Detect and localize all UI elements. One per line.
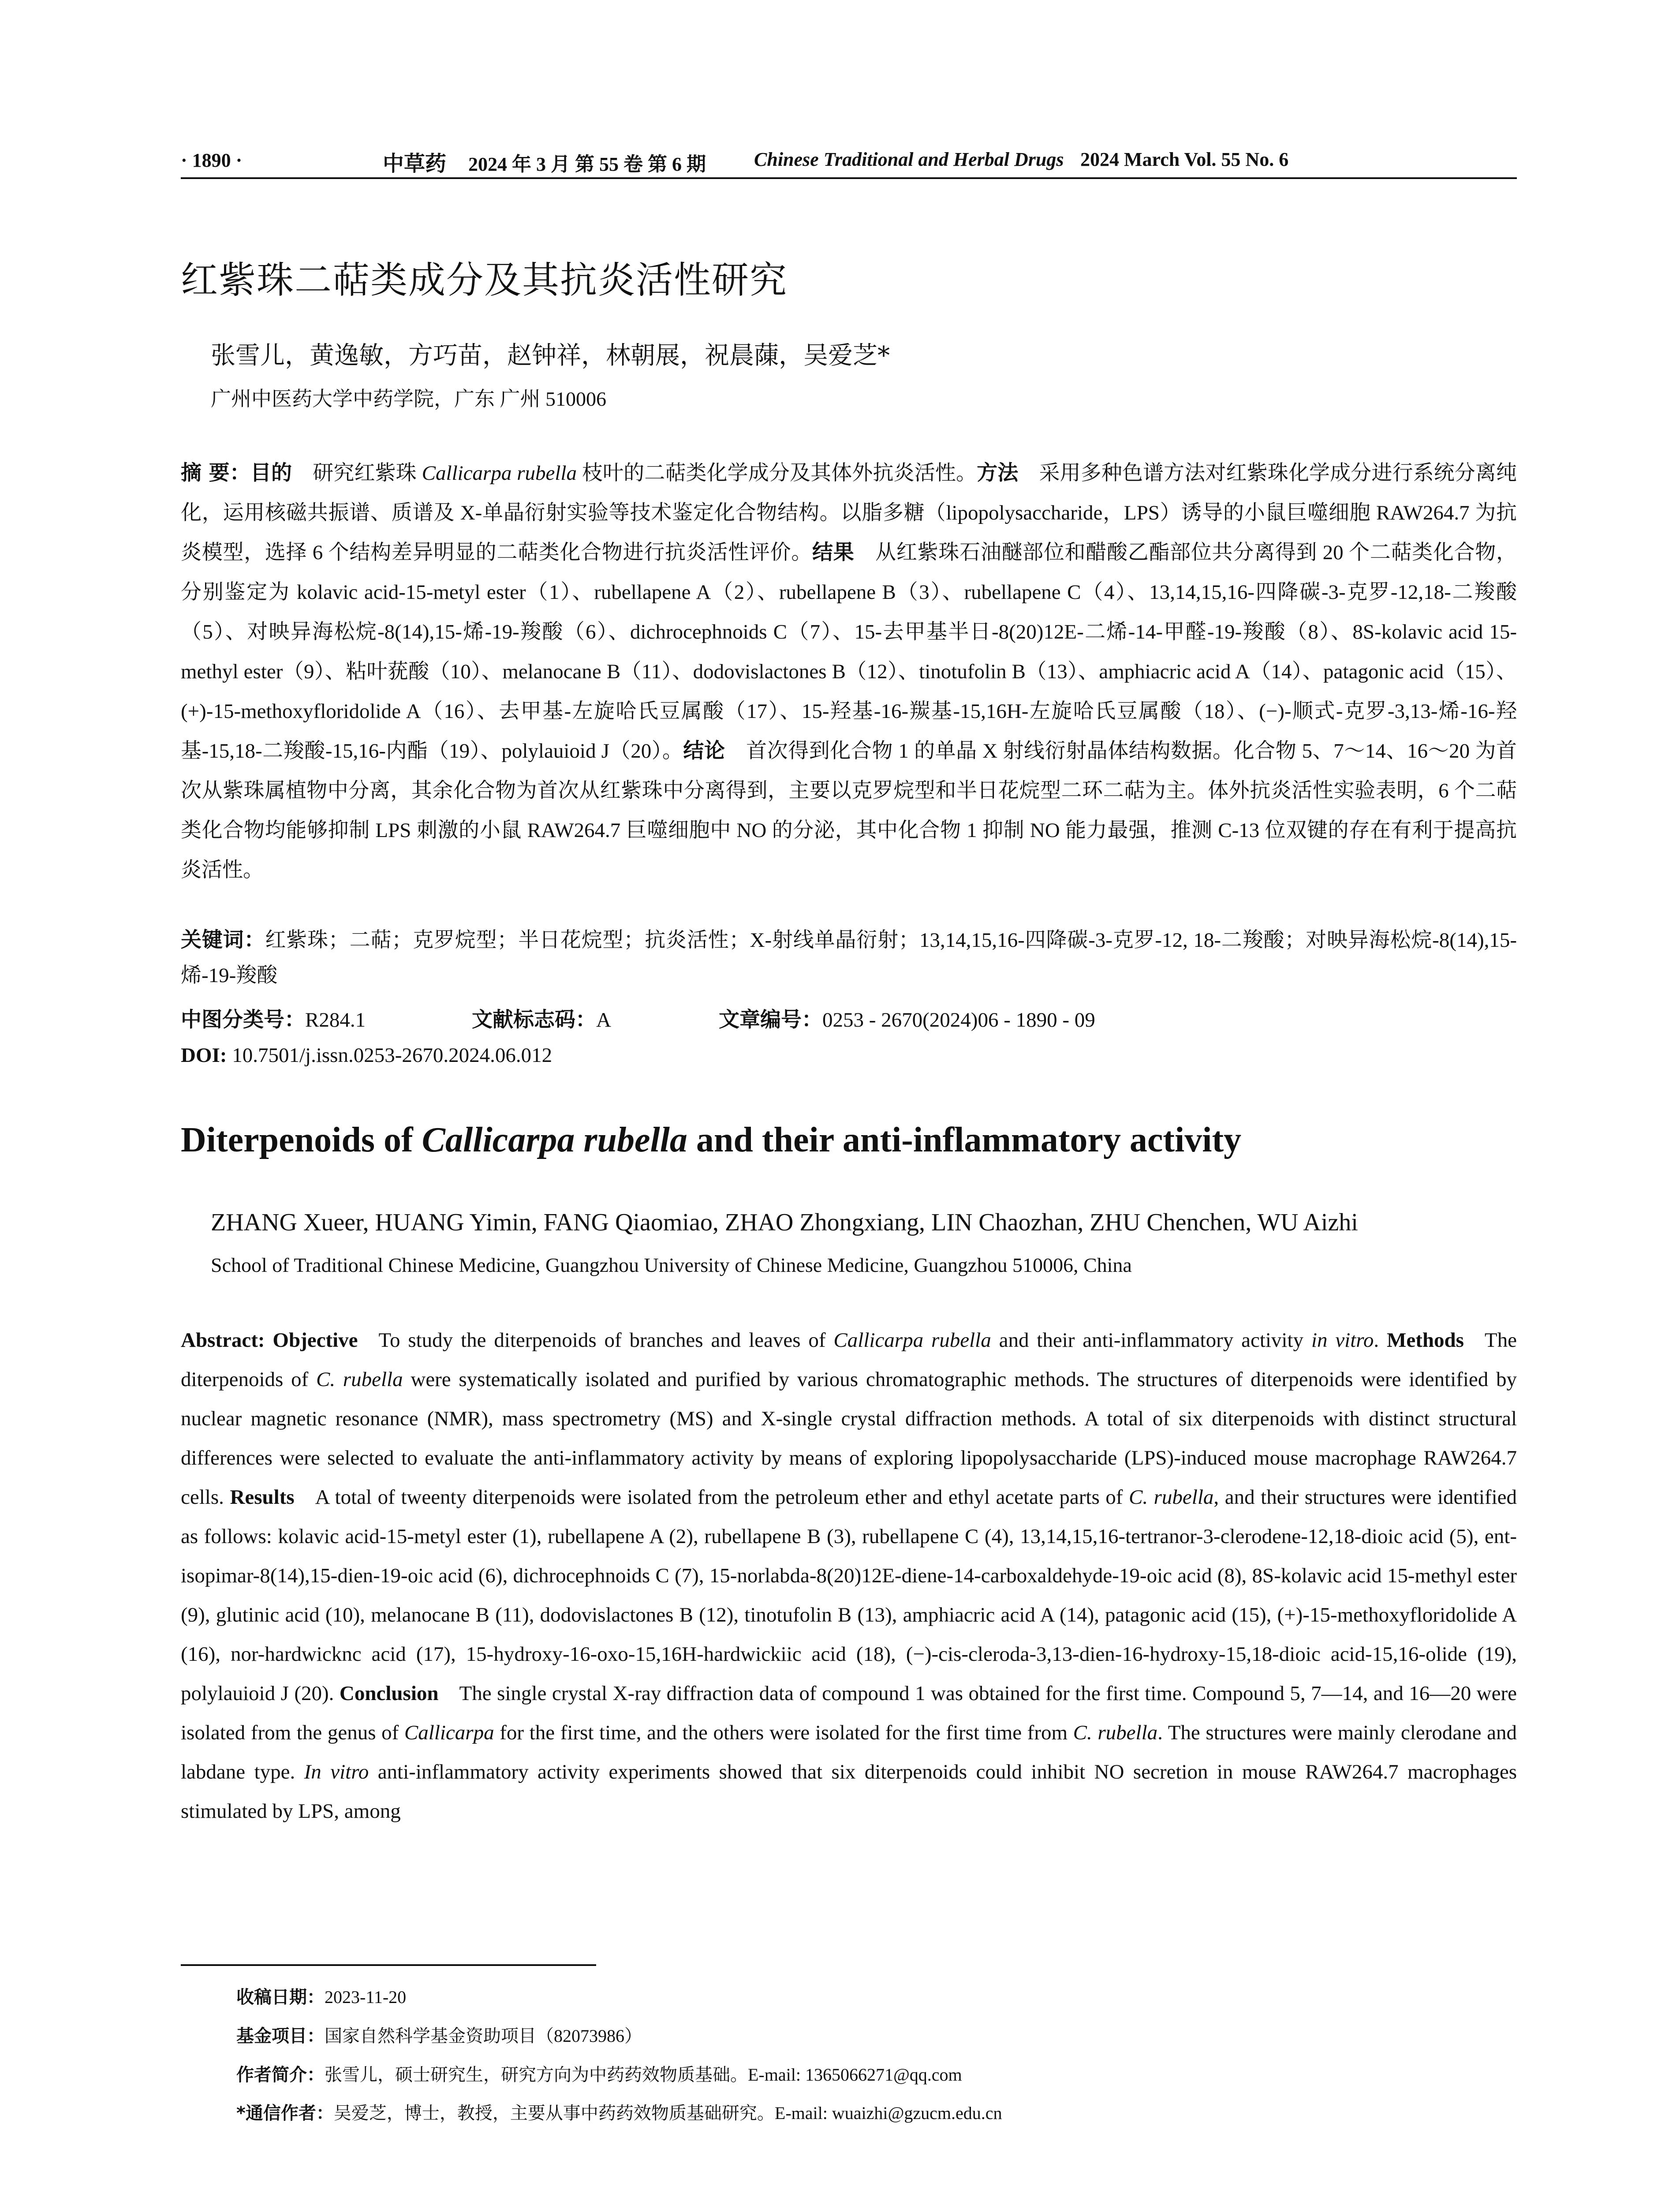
- doi-label: DOI:: [181, 1044, 227, 1067]
- results-label-cn: 结果: [812, 540, 855, 564]
- document-code: [472, 1003, 611, 1033]
- corresponding-value: 吴爱芝，博士，教授，主要从事中药药效物质基础研究。E-mail: wuaizhi@gzucm.edu.cn: [333, 2103, 1002, 2123]
- conclusion-label-cn: 结论: [683, 739, 725, 763]
- keywords-cn: [181, 923, 1517, 993]
- title-en-species: Callicarpa rubella: [422, 1121, 687, 1159]
- footnote-author-bio: [236, 2061, 962, 2086]
- abstract-cn: [181, 453, 1517, 890]
- abstract-objective-label-en: Abstract: Objective: [181, 1329, 358, 1352]
- methods-label-en: Methods: [1386, 1329, 1464, 1352]
- footnote-corresponding: [236, 2099, 1002, 2124]
- objective-label-cn: 目的: [250, 461, 292, 485]
- doi-value: 10.7501/j.issn.0253-2670.2024.06.012: [232, 1044, 553, 1067]
- journal-name-cn: 中草药: [383, 151, 447, 176]
- results-text-cn: 从红紫珠石油醚部位和醋酸乙酯部位共分离得到 20 个二萜类化合物，分别鉴定为 kolavic acid-15-metyl ester（1）、rubellapene A（2）、rubellapene B（3）、rubellapene C（4）、13,14,15,16-四降碳-3-克罗-12,18-二羧酸（5）、对映异海松烷-8(14),15-烯-19-羧酸（6）、dichrocephnoids C（7）、15-去甲基半日-8(20)12E-二烯-14-甲醛-19-羧酸（8）、8S-kolavic acid 15-methyl ester（9）、粘叶莸酸（10）、melanocane B（11）、dodovislactones B（12）、tinotufolin B（13）、amphiacric acid A（14）、patagonic acid（15）、(+)-15-methoxyfloridolide A（16）、去甲基-左旋哈氏豆属酸（17）、15-羟基-16-羰基-15,16H-左旋哈氏豆属酸（18）、(−)-顺式-克罗-3,13-烯-16-羟基-15,18-二羧酸-15,16-内酯（19）、polylauioid J（20）。: [181, 541, 1517, 762]
- conclusion-text-cn: 首次得到化合物 1 的单晶 X 射线衍射晶体结构数据。化合物 5、7～14、16～20 为首次从紫珠属植物中分离，其余化合物为首次从红紫珠中分离得到，主要以克罗烷型和半日花烷型二环二萜为主。体外抗炎活性实验表明，6 个二萜类化合物均能够抑制 LPS 刺激的小鼠 RAW264.7 巨噬细胞中 NO 的分泌，其中化合物 1 抑制 NO 能力最强，推测 C-13 位双键的存在有利于提高抗炎活性。: [181, 740, 1517, 882]
- in-vitro-term: in vitro: [1311, 1329, 1374, 1352]
- footnote-received: [236, 1983, 406, 2008]
- received-label: 收稿日期：: [236, 1987, 325, 2007]
- footnote-fund: [236, 2022, 642, 2047]
- authors-cn: 张雪儿，黄逸敏，方巧苗，赵钟祥，林朝展，祝晨蔯，吴爱芝*: [211, 341, 890, 370]
- clc-value: R284.1: [305, 1009, 366, 1031]
- article-number-label: 文章编号：: [719, 1008, 822, 1032]
- methods-label-cn: 方法: [977, 461, 1019, 485]
- conclusion-text-en-end: anti-inflammatory activity experiments showed that six diterpenoids could inhibit NO secretion in mouse RAW264.7 macrophages stimulated by LPS, among: [181, 1760, 1517, 1823]
- article-title-cn: 红紫珠二萜类成分及其抗炎活性研究: [181, 258, 788, 302]
- species-abbrev: C. rubella: [316, 1368, 403, 1391]
- objective-text-cn: 研究红紫珠: [313, 462, 422, 485]
- in-vitro-term-cap: In vitro: [304, 1760, 369, 1783]
- species-name-en: Callicarpa rubella: [833, 1329, 991, 1352]
- bio-label: 作者简介：: [236, 2065, 325, 2085]
- methods-text-cn: 采用多种色谱方法对红紫珠化学成分进行系统分离纯化，运用核磁共振谱、质谱及 X-单晶衍射实验等技术鉴定化合物结构。以脂多糖（lipopolysaccharide，LPS）诱导的小鼠巨噬细胞 RAW264.7 为抗炎模型，选择 6 个结构差异明显的二萜类化合物进行抗炎活性评价。: [181, 462, 1517, 564]
- article-number: [719, 1003, 1095, 1033]
- results-text-en-list: , and their structures were identified as follows: kolavic acid-15-metyl ester (1), rubellapene A (2), rubellapene B (3), rubellapene C (4), 13,14,15,16-tertranor-3-clerodene-12,18-dioic acid (5), ent-isopimar-8(14),15-dien-19-oic acid (6), dichrocephnoids C (7), 15-norlabda-8(20)12E-diene-14-carboxaldehyde-19-oic acid (8), 8S-kolavic acid 15-methyl ester (9), glutinic acid (10), melanocane B (11), dodovislactones B (12), tinotufolin B (13), amphiacric acid A (14), patagonic acid (15), (+)-15-methoxyfloridolide A (16), nor-hardwicknc acid (17), 15-hydroxy-16-oxo-15,16H-hardwickiic acid (18), (−)-cis-cleroda-3,13-dien-16-hydroxy-15,18-dioic acid-15,16-olide (19), polylauioid J (20).: [181, 1486, 1517, 1705]
- species-abbrev-results: C. rubella: [1129, 1486, 1214, 1509]
- affiliation-cn: 广州中医药大学中药学院，广东 广州 510006: [211, 388, 606, 410]
- objective-text-en: To study the diterpenoids of branches and leaves of: [378, 1329, 834, 1352]
- fund-value: 国家自然科学基金资助项目（82073986）: [325, 2026, 642, 2046]
- issue-info-en: 2024 March Vol. 55 No. 6: [1080, 149, 1289, 170]
- header-rule: [181, 177, 1517, 179]
- fund-label: 基金项目：: [236, 2026, 325, 2046]
- clc-label: 中图分类号：: [181, 1008, 305, 1032]
- clc-number: [181, 1003, 366, 1033]
- results-text-en: A total of tweenty diterpenoids were isolated from the petroleum ether and ethyl acetate parts of: [315, 1486, 1129, 1509]
- keywords-label-cn: 关键词：: [181, 928, 265, 952]
- conclusion-text-en: The single crystal X-ray diffraction data of compound 1 was obtained for the first time. Compound 5, 7—14, and 16—20 were isolated from the genus of: [181, 1682, 1517, 1744]
- received-value: 2023-11-20: [325, 1987, 407, 2007]
- footnote-rule: [181, 1964, 596, 1966]
- bio-value: 张雪儿，硕士研究生，研究方向为中药药效物质基础。E-mail: 1365066271@qq.com: [325, 2065, 962, 2085]
- methods-text-en: The diterpenoids of: [181, 1329, 1517, 1391]
- abstract-label-cn: 摘 要：: [181, 461, 250, 485]
- issue-info-cn: 2024 年 3 月 第 55 卷 第 6 期: [468, 153, 706, 175]
- doccode-value: A: [596, 1009, 611, 1031]
- conclusion-label-en: Conclusion: [339, 1682, 439, 1705]
- journal-name-en: Chinese Traditional and Herbal Drugs: [754, 149, 1064, 170]
- affiliation-en: School of Traditional Chinese Medicine, Guangzhou University of Chinese Medicine, Guangzhou 510006, China: [211, 1254, 1132, 1276]
- objective-text-cn-end: 枝叶的二萜类化学成分及其体外抗炎活性。: [576, 462, 977, 485]
- title-en-part: Diterpenoids of: [181, 1121, 422, 1159]
- corresponding-label: *通信作者：: [236, 2103, 334, 2123]
- abstract-en: Abstract: Objective To study the diterpenoids of branches and leaves of Callicarpa rubella and their anti-inflammatory activity in vitro. Methods The diterpenoids of C. rubella were systematically isolated and purified by various chromatographic methods. The structures of diterpenoids were identified by nuclear magnetic resonance (NMR), mass spectrometry (MS) and X-single crystal diffraction methods. A total of six diterpenoids with distinct structural differences were selected to evaluate the anti-inflammatory activity by means of exploring lipopolysaccharide (LPS)-induced mouse macrophage RAW264.7 cells. Results A total of tweenty diterpenoids were isolated from the petroleum ether and ethyl acetate parts of C. rubella, and their structures were identified as follows: kolavic acid-15-metyl ester (1), rubellapene A (2), rubellapene B (3), rubellapene C (4), 13,14,15,16-tertranor-3-clerodene-12,18-dioic acid (5), ent-isopimar-8(14),15-dien-19-oic acid (6), dichrocephnoids C (7), 15-norlabda-8(20)12E-diene-14-carboxaldehyde-19-oic acid (8), 8S-kolavic acid 15-methyl ester (9), glutinic acid (10), melanocane B (11), dodovislactones B (12), tinotufolin B (13), amphiacric acid A (14), patagonic acid (15), (+)-15-methoxyfloridolide A (16), nor-hardwicknc acid (17), 15-hydroxy-16-oxo-15,16H-hardwickiic acid (18), (−)-cis-cleroda-3,13-dien-16-hydroxy-15,18-dioic acid-15,16-olide (19), polylauioid J (20). Conclusion The single crystal X-ray diffraction data of compound 1 was obtained for the first time. Compound 5, 7—14, and 16—20 were isolated from the genus of Callicarpa for the first time, and the others were isolated for the first time from C. rubella. The structures were mainly clerodane and labdane type. In vitro anti-inflammatory activity experiments showed that six diterpenoids could inhibit NO secretion in mouse RAW264.7 macrophages stimulated by LPS, among: [181, 1329, 1517, 1823]
- species-name: Callicarpa rubella: [422, 462, 577, 485]
- keywords-text-cn: 红紫珠；二萜；克罗烷型；半日花烷型；抗炎活性；X-射线单晶衍射；13,14,15,16-四降碳-3-克罗-12, 18-二羧酸；对映异海松烷-8(14),15-烯-19-羧酸: [181, 929, 1517, 987]
- results-label-en: Results: [230, 1486, 295, 1509]
- page-number: · 1890 ·: [181, 149, 243, 171]
- conclusion-text-en-mid: for the first time, and the others were isolated for the first time from: [494, 1721, 1073, 1744]
- authors-en: ZHANG Xueer, HUANG Yimin, FANG Qiaomiao, ZHAO Zhongxiang, LIN Chaozhan, ZHU Chenchen, WU Aizhi: [211, 1209, 1358, 1236]
- title-en-part-end: and their anti-inflammatory activity: [687, 1121, 1242, 1159]
- article-number-value: 0253 - 2670(2024)06 - 1890 - 09: [822, 1009, 1095, 1031]
- doccode-label: 文献标志码：: [472, 1008, 596, 1032]
- species-abbrev-conclusion: C. rubella: [1073, 1721, 1158, 1744]
- article-title-en: [181, 1120, 1241, 1160]
- methods-text-en-end: were systematically isolated and purified by various chromatographic methods. The structures of diterpenoids were identified by nuclear magnetic resonance (NMR), mass spectrometry (MS) and X-single crystal diffraction methods. A total of six diterpenoids with distinct structural differences were selected to evaluate the anti-inflammatory activity by means of exploring lipopolysaccharide (LPS)-induced mouse macrophage RAW264.7 cells.: [181, 1368, 1517, 1509]
- objective-text-en-mid: and their anti-inflammatory activity: [991, 1329, 1311, 1352]
- doi: [181, 1043, 552, 1067]
- genus-name: Callicarpa: [404, 1721, 494, 1744]
- conclusion-text-en-mid2: . The structures were mainly clerodane and labdane type.: [181, 1721, 1517, 1783]
